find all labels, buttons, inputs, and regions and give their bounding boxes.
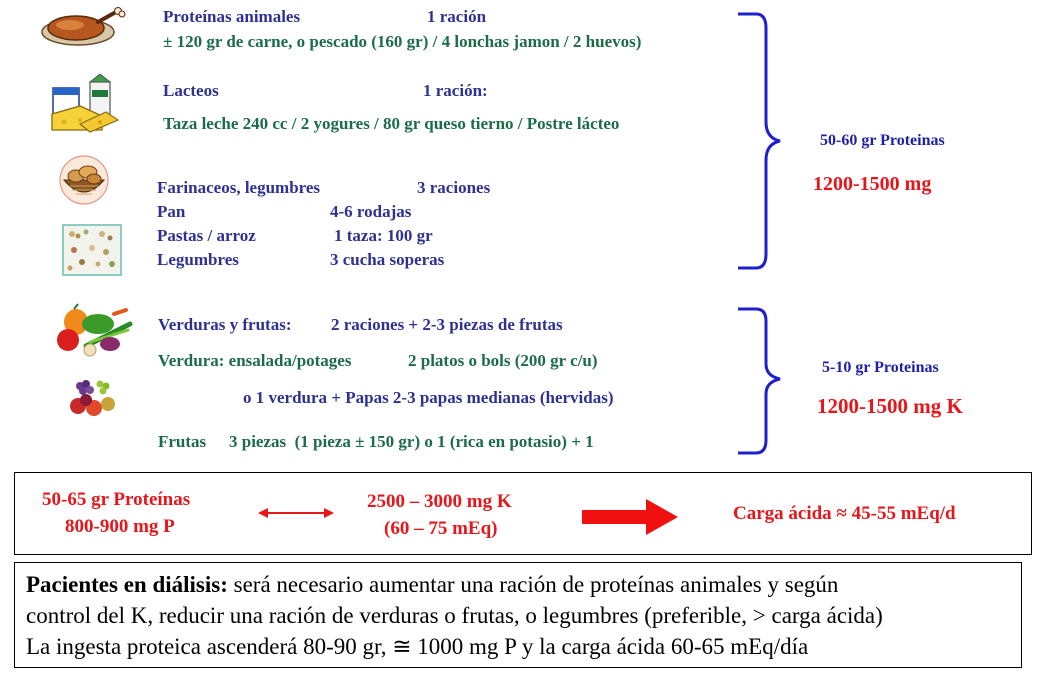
- group2-mineral: 1200-1500 mg K: [817, 394, 963, 418]
- starch-row-name: Pastas / arroz: [157, 226, 256, 245]
- starch-title: Farinaceos, legumbres: [157, 178, 321, 197]
- starch-row-name: Pan: [157, 202, 186, 221]
- summary-phosphorus: 800-900 mg P: [65, 516, 175, 537]
- bread-basket-icon: [56, 152, 112, 206]
- note-lead: Pacientes en diálisis:: [26, 572, 228, 597]
- starch-row-name: Legumbres: [157, 250, 239, 269]
- group1-protein: 50-60 gr Proteinas: [820, 132, 945, 149]
- right-brace-lower: [736, 306, 784, 456]
- double-arrow-icon: [258, 506, 334, 520]
- proteins-portion: 1 ración: [427, 7, 487, 26]
- legumes-icon: [62, 224, 122, 276]
- right-brace-upper: [736, 10, 784, 272]
- proteins-title: Proteínas animales: [163, 7, 301, 26]
- right-arrow-icon: [582, 499, 678, 535]
- produce-line1-label: Verduras y frutas:: [158, 315, 292, 334]
- note-line-2: control del K, reducir una ración de verduras o frutas, o legumbres (preferible, > carga ácida): [26, 603, 883, 628]
- vegetables-icon: [54, 302, 136, 358]
- produce-line4-label: Frutas: [158, 432, 207, 451]
- note-line-1: [26, 569, 838, 600]
- summary-potassium-meq: (60 – 75 mEq): [384, 518, 498, 539]
- produce-line2-value: 2 platos o bols (200 gr c/u): [408, 351, 598, 370]
- starch-row-amount: 3 cucha soperas: [330, 250, 445, 269]
- dairy-products-icon: [50, 74, 122, 134]
- produce-line4-value: 3 piezas (1 pieza ± 150 gr) o 1 (rica en potasio) + 1: [229, 432, 594, 451]
- note-line-3: La ingesta proteica ascenderá 80-90 gr, ≅ 1000 mg P y la carga ácida 60-65 mEq/día: [26, 634, 809, 659]
- produce-line1-value: 2 raciones + 2-3 piezas de frutas: [331, 315, 563, 334]
- starch-row-amount: 4-6 rodajas: [330, 202, 412, 221]
- produce-line3: o 1 verdura + Papas 2-3 papas medianas (hervidas): [243, 388, 614, 407]
- proteins-detail: ± 120 gr de carne, o pescado (160 gr) / 4 lonchas jamon / 2 huevos): [163, 32, 642, 51]
- starch-row-amount: 1 taza: 100 gr: [334, 226, 433, 245]
- starch-portion: 3 raciones: [417, 178, 491, 197]
- produce-line2-label: Verdura: ensalada/potages: [158, 351, 352, 370]
- group2-protein: 5-10 gr Proteinas: [822, 359, 939, 376]
- dairy-title: Lacteos: [163, 81, 219, 100]
- dairy-portion: 1 ración:: [423, 81, 488, 100]
- summary-potassium: 2500 – 3000 mg K: [367, 491, 512, 512]
- summary-protein: 50-65 gr Proteínas: [42, 489, 191, 510]
- fruits-icon: [66, 374, 120, 418]
- note-line-1-rest: será necesario aumentar una ración de proteínas animales y según: [227, 572, 839, 597]
- dairy-detail: Taza leche 240 cc / 2 yogures / 80 gr queso tierno / Postre lácteo: [163, 114, 620, 133]
- group1-mineral: 1200-1500 mg: [813, 173, 932, 195]
- summary-acid-load: Carga ácida ≈ 45-55 mEq/d: [733, 503, 956, 524]
- roast-chicken-icon: [38, 6, 126, 48]
